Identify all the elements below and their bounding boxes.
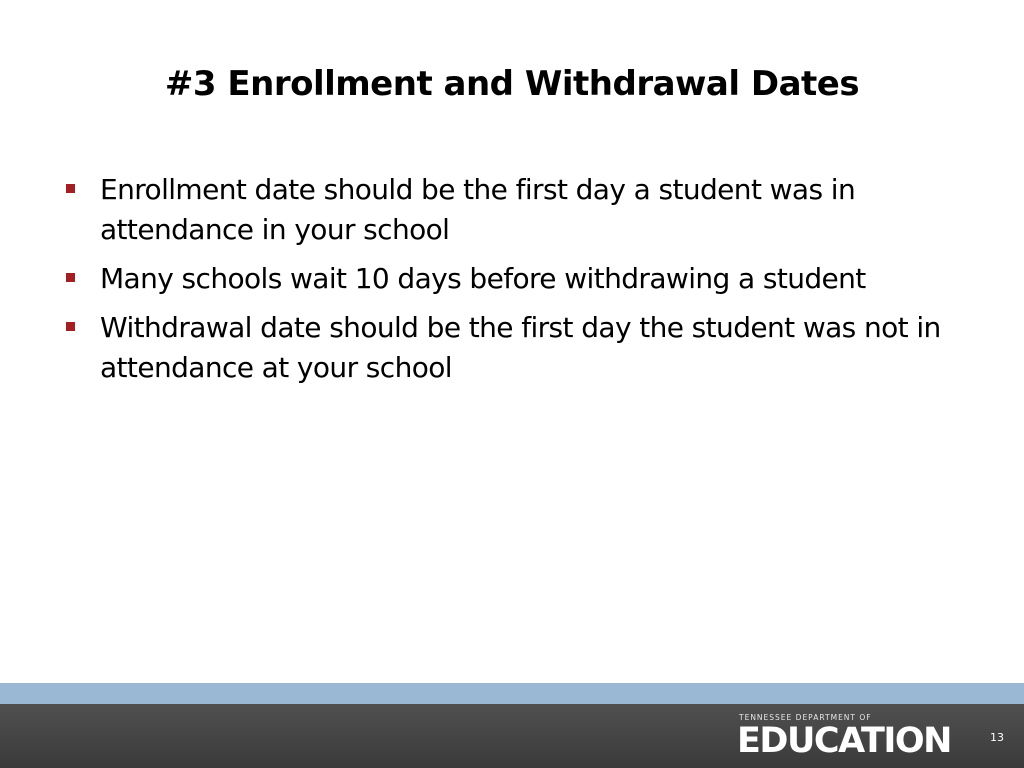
square-bullet-icon [66, 322, 75, 331]
bullet-item [60, 308, 980, 388]
tn-education-logo [737, 713, 977, 763]
bullet-item [60, 259, 980, 299]
bullet-item [60, 170, 980, 250]
page-number: 13 [990, 731, 1004, 744]
bullet-text: Many schools wait 10 days before withdrawing a student [100, 262, 866, 295]
bullet-list [60, 170, 980, 397]
bullet-text: Enrollment date should be the first day a student was in attendance in your school [100, 173, 856, 246]
square-bullet-icon [66, 184, 75, 193]
logo-education-text: EDUCATION [737, 721, 951, 761]
logo-department-text: TENNESSEE DEPARTMENT OF [739, 713, 872, 722]
square-bullet-icon [66, 273, 75, 282]
bullet-text: Withdrawal date should be the first day the student was not in attendance at your school [100, 311, 941, 384]
slide-title: #3 Enrollment and Withdrawal Dates [164, 64, 860, 104]
footer-accent-band [0, 683, 1024, 704]
